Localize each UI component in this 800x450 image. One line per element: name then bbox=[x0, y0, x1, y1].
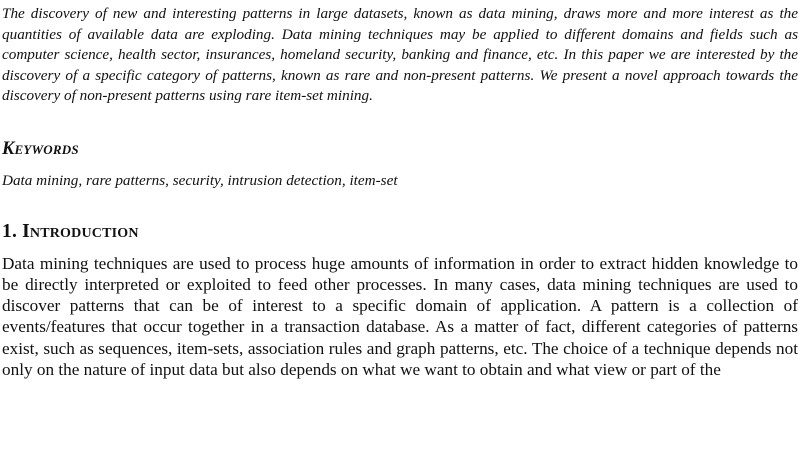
paper-page bbox=[2, 4, 798, 380]
keywords-text: Data mining, rare patterns, security, intrusion detection, item-set bbox=[2, 171, 398, 189]
introduction-text: Data mining techniques are used to process huge amounts of information in order to extract hidden knowledge to be directly interpreted or exploited to feed other processes. In many cases, data mining techniques are used to discover patterns that can be of interest to a specific domain of application. A pattern is a collection of events/features that occur together in a transaction database. As a matter of fact, different categories of patterns exist, such as sequences, item-sets, association rules and graph patterns, etc. The choice of a technique depends not only on the nature of input data but also depends on what we want to obtain and what view or part of the bbox=[2, 253, 798, 379]
keywords-heading: Keywords bbox=[2, 138, 79, 159]
abstract-text: The discovery of new and interesting patterns in large datasets, known as data mining, draws more and more interest as the quantities of available data are exploding. Data mining techniques may be applied to different domains and fields such as computer science, health sector, insurances, homeland security, banking and finance, etc. In this paper we are interested by the discovery of a specific category of patterns, known as rare and non-present patterns. We present a novel approach towards the discovery of non-present patterns using rare item-set mining. bbox=[2, 5, 798, 104]
introduction-heading: 1. Introduction bbox=[2, 220, 139, 242]
